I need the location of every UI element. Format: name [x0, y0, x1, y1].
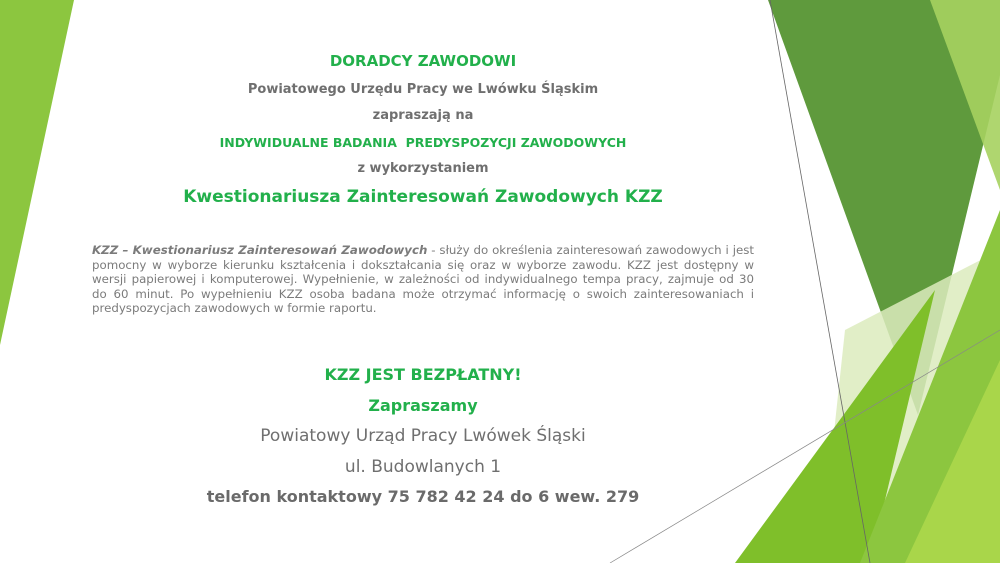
description-paragraph: [92, 243, 754, 316]
address: ul. Budowlanych 1: [344, 457, 502, 477]
office-name: Powiatowy Urząd Pracy Lwówek Śląski: [260, 426, 586, 446]
invite-line: zapraszają na: [372, 108, 474, 123]
event-title: INDYWIDUALNE BADANIA PREDYSPOZYCJI ZAWODOWYCH: [219, 135, 627, 150]
description-lead: KZZ – Kwestionariusz Zainteresowań Zawodowych: [92, 243, 428, 257]
phone-contact: telefon kontaktowy 75 782 42 24 do 6 wew. 279: [206, 487, 640, 506]
free-notice: KZZ JEST BEZPŁATNY!: [324, 365, 522, 384]
left-green-shape: [0, 0, 74, 345]
heading: DORADCY ZAWODOWI: [329, 52, 517, 70]
office-line: Powiatowego Urzędu Pracy we Lwówku Śląskim: [247, 82, 599, 97]
welcome-text: Zapraszamy: [368, 396, 478, 415]
slide-content: [92, 0, 754, 563]
questionnaire-title: Kwestionariusza Zainteresowań Zawodowych KZZ: [183, 187, 663, 207]
using-line: z wykorzystaniem: [357, 161, 489, 176]
description-body: - służy do określenia zainteresowań zawodowych i jest pomocny w wyborze kierunku kształcenia i dokształcania się oraz w wyborze zawodu. KZZ jest dostępny w wersji papierowej i komputerowej. Wypełnienie, w zależności od indywidualnego tempa pracy, zajmuje od 30 do 60 minut. Po wypełnieniu KZZ osoba badana może otrzymać informację o swoich zainteresowaniach i predyspozycjach zawodowych w formie raportu.: [92, 243, 755, 316]
